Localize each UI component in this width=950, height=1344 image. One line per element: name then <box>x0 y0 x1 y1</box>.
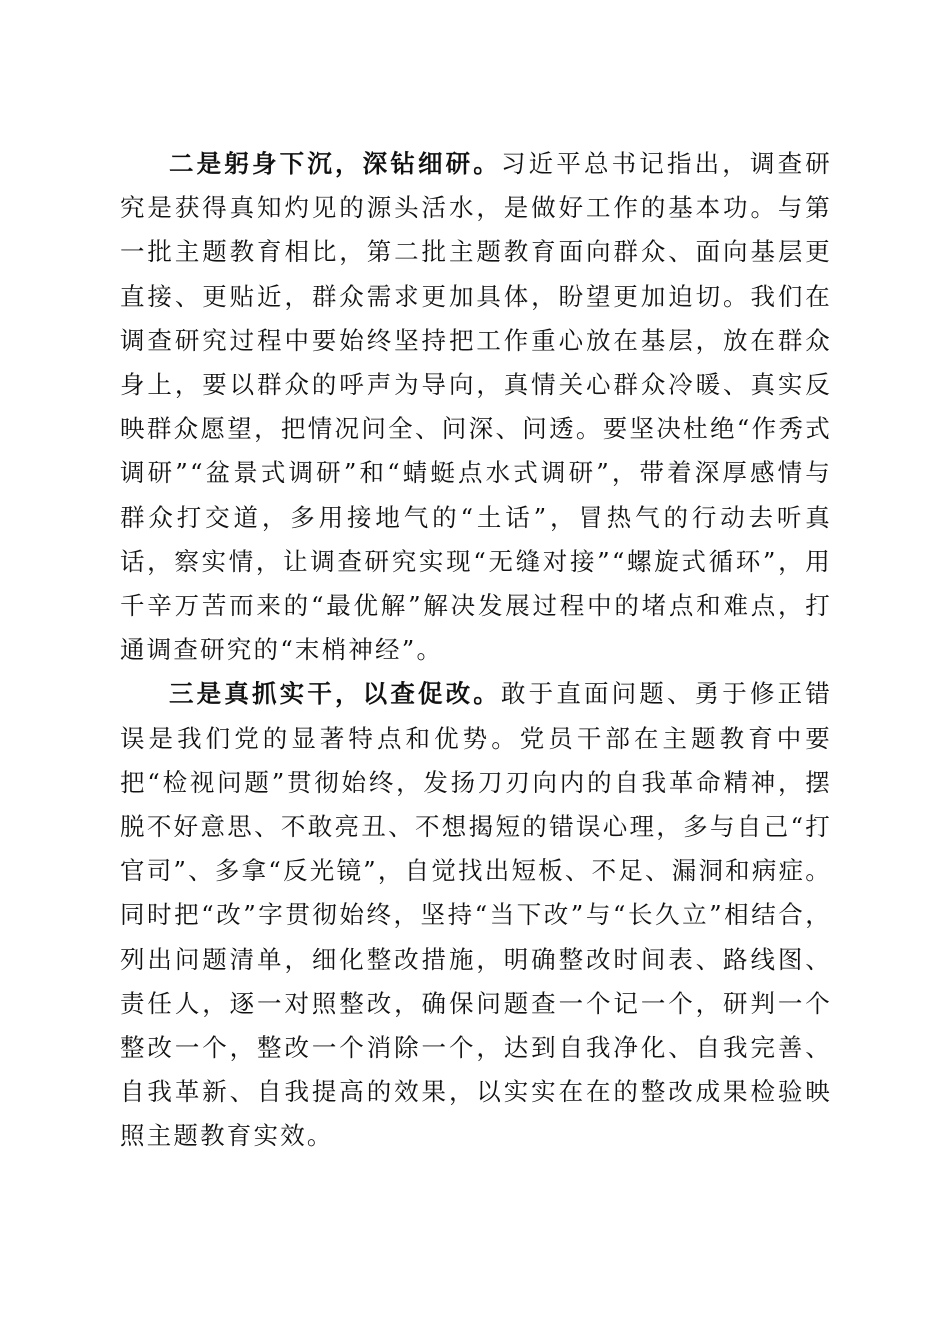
paragraph-body: 习近平总书记指出，调查研究是获得真知灼见的源头活水，是做好工作的基本功。与第一批主题教育相比，第二批主题教育面向群众、面向基层更直接、更贴近，群众需求更加具体，盼望更加迫切。我们在调查研究过程中要始终坚持把工作重心放在基层，放在群众身上，要以群众的呼声为导向，真情关心群众冷暖、真实反映群众愿望，把情况问全、问深、问透。要坚决杜绝“作秀式调研”“盆景式调研”和“蜻蜓点水式调研”，带着深厚感情与群众打交道，多用接地气的“土话”，冒热气的行动去听真话，察实情，让调查研究实现“无缝对接”“螺旋式循环”，用千辛万苦而来的“最优解”解决发展过程中的堵点和难点，打通调查研究的“末梢神经”。 <box>120 149 832 665</box>
document-page <box>120 142 832 1159</box>
paragraph-research <box>120 142 832 672</box>
paragraph-body: 敢于直面问题、勇于修正错误是我们党的显著特点和优势。党员干部在主题教育中要把“检视问题”贯彻始终，发扬刀刃向内的自我革命精神，摆脱不好意思、不敢亮丑、不想揭短的错误心理，多与自己“打官司”、多拿“反光镜”，自觉找出短板、不足、漏洞和病症。同时把“改”字贯彻始终，坚持“当下改”与“长久立”相结合，列出问题清单，细化整改措施，明确整改时间表、路线图、责任人，逐一对照整改，确保问题查一个记一个，研判一个整改一个，整改一个消除一个，达到自我净化、自我完善、自我革新、自我提高的效果，以实实在在的整改成果检验映照主题教育实效。 <box>120 679 832 1151</box>
paragraph-rectification <box>120 672 832 1158</box>
paragraph-heading: 三是真抓实干，以查促改。 <box>169 679 501 709</box>
paragraph-heading: 二是躬身下沉，深钻细研。 <box>169 149 501 178</box>
